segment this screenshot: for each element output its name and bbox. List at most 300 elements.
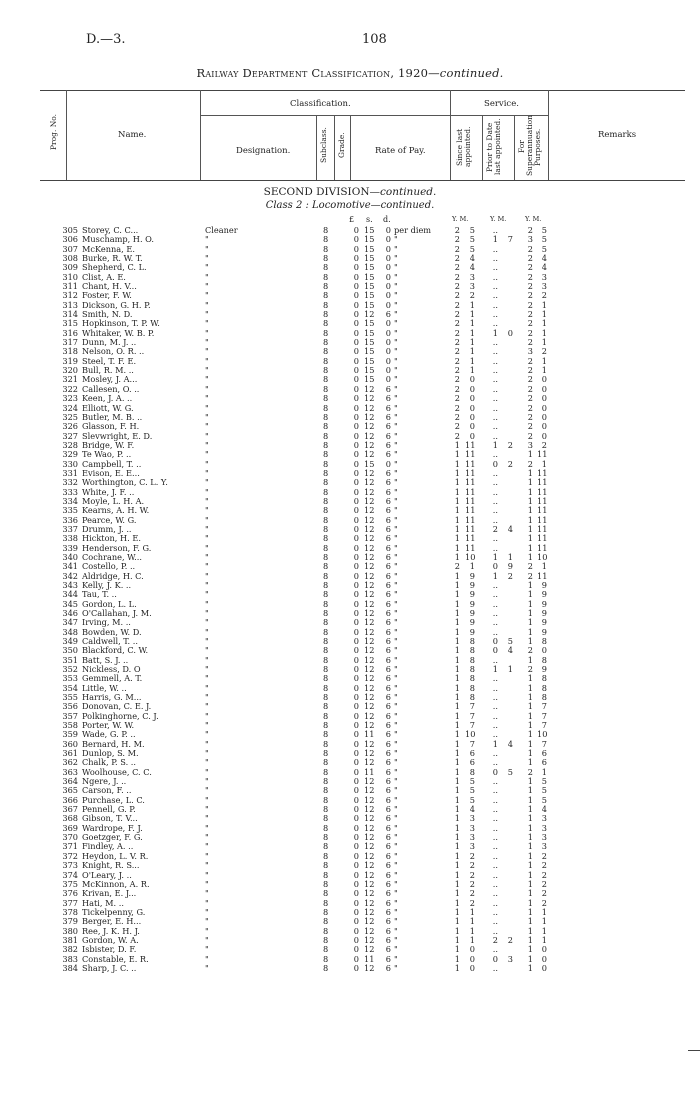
header-name: Name. [118,130,147,140]
row-super-months: 7 [541,738,547,749]
row-prog-no: 361 [62,748,78,758]
row-subclass: 8 [323,794,329,805]
row-super-months: 5 [541,234,547,245]
row-since-months: 8 [469,636,475,646]
row-designation: " [205,299,209,310]
row-subclass: 8 [323,944,329,955]
row-designation: " [205,673,209,684]
row-super-months: 1 [541,337,547,348]
row-since-years: 1 [454,794,460,805]
row-prior-years: .. [492,860,498,871]
row-designation: " [205,645,209,656]
row-designation: " [205,271,209,282]
header-classification: Classification. [290,99,351,109]
row-subclass: 8 [323,393,329,404]
row-prior-years: .. [492,878,498,889]
row-since-years: 1 [454,467,460,478]
row-subclass: 8 [323,934,329,945]
row-shillings: 12 [364,841,375,852]
row-rate-period: " [394,962,398,973]
row-super-years: 2 [527,645,533,656]
row-since-months: 4 [469,253,475,263]
row-shillings: 15 [364,290,375,301]
row-name: Bowden, W. D. [82,626,142,637]
row-prior-years: .. [492,925,498,936]
row-since-months: 2 [469,869,475,880]
row-super-months: 3 [541,813,547,824]
row-prior-years: .. [492,449,498,460]
row-name: Mosley, J. A... [82,374,138,385]
row-shillings: 12 [364,869,375,880]
row-since-years: 1 [454,673,460,684]
row-super-years: 1 [527,533,533,544]
row-prog-no: 342 [62,570,78,581]
header-rate: Rate of Pay. [375,146,426,156]
row-pounds: 0 [353,421,359,432]
row-name: Kearns, A. H. W. [82,505,150,516]
row-designation: " [205,869,209,880]
row-since-months: 4 [469,262,475,273]
row-super-months: 11 [537,505,548,516]
row-prog-no: 355 [62,692,78,702]
row-rate-period: " [394,682,398,693]
row-designation: " [205,944,209,955]
row-name: Berger, E. H... [82,916,142,927]
row-subclass: 8 [323,551,329,562]
row-prior-years: 1 [492,664,498,674]
row-super-years: 1 [527,710,533,721]
row-name: Krivan, E. J... [82,888,137,899]
row-pence: 6 [385,533,391,544]
row-pence: 6 [385,757,391,768]
row-super-months: 0 [541,944,547,955]
row-shillings: 12 [364,701,375,712]
row-since-months: 6 [469,748,475,758]
row-name: White, J. F. .. [82,486,135,497]
table-row [0,702,700,711]
row-since-months: 11 [465,467,476,478]
row-subclass: 8 [323,860,329,871]
row-prog-no: 368 [62,813,78,824]
row-since-years: 1 [454,692,460,702]
row-rate-period: " [394,467,398,478]
row-since-years: 1 [454,757,460,768]
row-shillings: 12 [364,402,375,413]
row-pence: 6 [385,934,391,945]
row-super-months: 1 [541,458,547,469]
row-name: Hati, M. .. [82,897,124,908]
row-rate-period: " [394,888,398,899]
row-prior-months: 2 [507,458,513,469]
row-super-years: 1 [527,794,533,805]
row-rate-period: " [394,878,398,889]
row-name: Irving, M. .. [82,617,131,628]
row-prog-no: 307 [62,243,78,254]
row-shillings: 12 [364,439,375,450]
row-since-years: 1 [454,607,460,618]
row-super-months: 1 [541,906,547,917]
row-rate-period: " [394,897,398,908]
row-prog-no: 323 [62,393,78,404]
row-pounds: 0 [353,561,359,572]
row-prior-years: .. [492,757,498,768]
row-pence: 6 [385,748,391,758]
years-months-label: Y. M. [452,215,469,223]
row-since-years: 2 [454,281,460,291]
row-pounds: 0 [353,477,359,488]
row-subclass: 8 [323,701,329,712]
row-super-months: 2 [541,869,547,880]
row-prior-years: .. [492,944,498,955]
row-super-months: 9 [541,607,547,618]
row-prior-years: .. [492,673,498,684]
row-super-months: 3 [541,281,547,291]
row-subclass: 8 [323,505,329,516]
row-shillings: 15 [364,318,375,329]
row-pence: 0 [385,355,391,366]
row-subclass: 8 [323,561,329,572]
row-since-years: 2 [454,402,460,413]
row-since-years: 2 [454,430,460,441]
row-prog-no: 345 [62,598,78,609]
row-shillings: 15 [364,262,375,273]
section-heading [0,186,700,198]
row-pounds: 0 [353,439,359,450]
row-designation: " [205,925,209,936]
row-pounds: 0 [353,243,359,254]
row-pence: 6 [385,449,391,460]
row-super-months: 6 [541,748,547,758]
row-super-months: 9 [541,579,547,590]
row-super-months: 2 [541,850,547,861]
row-since-years: 1 [454,533,460,544]
row-rate-period: " [394,355,398,366]
row-shillings: 12 [364,430,375,441]
row-designation: " [205,664,209,674]
row-since-years: 1 [454,897,460,908]
row-prog-no: 311 [62,281,78,291]
row-super-months: 7 [541,720,547,730]
row-pounds: 0 [353,953,359,964]
row-subclass: 8 [323,383,329,394]
row-pence: 6 [385,551,391,562]
row-since-months: 9 [469,598,475,609]
row-designation: " [205,654,209,665]
row-designation: " [205,430,209,441]
row-pence: 6 [385,598,391,609]
row-pounds: 0 [353,636,359,646]
row-name: Elliott, W. G. [82,402,134,413]
row-since-months: 0 [469,421,475,432]
row-rate-period: " [394,309,398,320]
row-since-months: 1 [469,309,475,320]
row-name: Henderson, F. G. [82,542,152,553]
row-subclass: 8 [323,916,329,927]
row-since-months: 9 [469,626,475,637]
row-super-months: 1 [541,916,547,927]
row-rate-period: " [394,720,398,730]
row-subclass: 8 [323,458,329,469]
row-rate-period: " [394,673,398,684]
row-pounds: 0 [353,822,359,833]
row-name: Steel, T. F. E. [82,355,137,366]
row-pounds: 0 [353,934,359,945]
row-since-years: 1 [454,729,460,740]
row-super-years: 3 [527,234,533,245]
row-name: Little, W. .. [82,682,127,693]
row-since-months: 2 [469,888,475,899]
row-rate-period: " [394,636,398,646]
row-prior-years: 2 [492,934,498,945]
row-prog-no: 381 [62,934,78,945]
row-pounds: 0 [353,785,359,796]
row-designation: " [205,692,209,702]
row-super-years: 1 [527,850,533,861]
row-pounds: 0 [353,645,359,656]
row-prior-years: 0 [492,645,498,656]
row-super-months: 0 [541,645,547,656]
row-prog-no: 362 [62,757,78,768]
row-designation: " [205,449,209,460]
row-rate-period: " [394,458,398,469]
row-since-years: 1 [454,449,460,460]
col-divider [482,115,483,180]
row-designation: " [205,495,209,506]
row-since-years: 1 [454,542,460,553]
row-pounds: 0 [353,514,359,525]
row-prog-no: 349 [62,636,78,646]
row-since-months: 3 [469,813,475,824]
row-pounds: 0 [353,393,359,404]
row-rate-period: " [394,934,398,945]
row-subclass: 8 [323,738,329,749]
row-since-months: 3 [469,822,475,833]
row-prior-years: .. [492,337,498,348]
row-subclass: 8 [323,365,329,376]
row-rate-period: " [394,860,398,871]
row-rate-period: " [394,495,398,506]
row-super-months: 2 [541,878,547,889]
row-pence: 6 [385,654,391,665]
row-since-months: 0 [469,383,475,394]
row-pounds: 0 [353,346,359,357]
row-since-years: 1 [454,579,460,590]
row-super-months: 0 [541,421,547,432]
row-rate-period: " [394,626,398,637]
row-pounds: 0 [353,290,359,301]
row-super-months: 1 [541,355,547,366]
row-prior-years: .. [492,962,498,973]
row-pounds: 0 [353,271,359,282]
class-heading: Class 2 : Locomotive—continued. [265,200,435,211]
row-rate-period: " [394,794,398,805]
header-remarks: Remarks [598,130,637,140]
row-super-months: 8 [541,682,547,693]
row-super-months: 5 [541,785,547,796]
row-subclass: 8 [323,402,329,413]
row-name: Gordon, W. A. [82,934,139,945]
col-divider [66,90,67,180]
row-name: Donovan, C. E. J. [82,701,152,712]
row-rate-period: " [394,393,398,404]
row-subclass: 8 [323,878,329,889]
row-prog-no: 313 [62,299,78,310]
row-shillings: 12 [364,477,375,488]
row-since-months: 0 [469,953,475,964]
row-super-months: 4 [541,262,547,273]
row-pounds: 0 [353,673,359,684]
row-pence: 6 [385,514,391,525]
row-name: Slevwright, E. D. [82,430,153,441]
col-divider [316,115,317,180]
row-super-months: 0 [541,393,547,404]
row-name: Bernard, H. M. [82,738,145,749]
page-title [0,66,700,80]
row-shillings: 12 [364,850,375,861]
row-designation: " [205,551,209,562]
row-name: Dunn, M. J. .. [82,337,137,348]
row-prog-no: 383 [62,953,78,964]
row-rate-period: " [394,850,398,861]
row-super-years: 2 [527,393,533,404]
row-name: Gordon, L. L. [82,598,137,609]
row-designation: " [205,318,209,329]
row-designation: " [205,841,209,852]
row-designation: " [205,860,209,871]
page-number: 108 [362,32,387,47]
row-super-years: 2 [527,383,533,394]
row-prog-no: 343 [62,579,78,590]
row-since-years: 2 [454,383,460,394]
table-row [0,478,700,487]
row-shillings: 12 [364,664,375,674]
row-designation: " [205,878,209,889]
row-super-years: 1 [527,701,533,712]
row-super-years: 2 [527,374,533,385]
row-super-months: 7 [541,710,547,721]
row-name: Chalk, P. S. .. [82,757,136,768]
row-since-months: 3 [469,281,475,291]
row-rate-period: " [394,654,398,665]
row-super-months: 11 [537,523,548,534]
row-shillings: 12 [364,804,375,815]
row-subclass: 8 [323,589,329,600]
row-since-years: 1 [454,710,460,721]
row-prior-years: 0 [492,561,498,572]
row-super-years: 2 [527,290,533,301]
row-pence: 6 [385,692,391,702]
row-shillings: 12 [364,514,375,525]
row-name: Muschamp, H. O. [82,234,154,245]
row-name: Foster, F. W. [82,290,132,301]
row-prior-months: 4 [507,645,513,656]
row-designation: " [205,458,209,469]
row-subclass: 8 [323,533,329,544]
row-pounds: 0 [353,523,359,534]
row-prog-no: 382 [62,944,78,955]
row-name: O'Leary, J. .. [82,869,132,880]
row-pounds: 0 [353,869,359,880]
row-designation: " [205,467,209,478]
row-pounds: 0 [353,598,359,609]
row-name: Aldridge, H. C. [82,570,144,581]
row-rate-period: " [394,271,398,282]
row-prior-years: .. [492,916,498,927]
row-prior-years: .. [492,533,498,544]
row-name: McKenna, E. [82,243,135,254]
row-designation: " [205,832,209,843]
row-pounds: 0 [353,281,359,291]
row-shillings: 15 [364,337,375,348]
row-pence: 6 [385,477,391,488]
row-prog-no: 336 [62,514,78,525]
row-designation: " [205,505,209,516]
row-super-months: 0 [541,402,547,413]
row-prior-years: 0 [492,636,498,646]
row-rate-period: " [394,841,398,852]
row-prior-years: .. [492,365,498,376]
row-name: Constable, E. R. [82,953,149,964]
row-since-years: 1 [454,776,460,787]
row-prior-years: .. [492,710,498,721]
row-designation: " [205,327,209,338]
row-pence: 6 [385,841,391,852]
row-shillings: 12 [364,654,375,665]
table-row [0,618,700,627]
row-since-months: 2 [469,897,475,908]
row-prior-years: .. [492,822,498,833]
row-rate-period: " [394,346,398,357]
row-prior-years: .. [492,421,498,432]
col-divider [334,115,335,180]
row-since-months: 0 [469,393,475,404]
row-since-months: 9 [469,607,475,618]
row-subclass: 8 [323,495,329,506]
row-pence: 6 [385,430,391,441]
row-pounds: 0 [353,430,359,441]
row-pounds: 0 [353,925,359,936]
row-since-months: 5 [469,234,475,245]
row-pounds: 0 [353,860,359,871]
row-designation: " [205,374,209,385]
row-super-months: 2 [541,897,547,908]
col-divider [514,115,515,180]
row-pounds: 0 [353,458,359,469]
row-since-months: 1 [469,337,475,348]
table-row [0,590,700,599]
row-subclass: 8 [323,253,329,263]
row-name: Woolhouse, C. C. [82,766,152,777]
row-subclass: 8 [323,234,329,245]
row-shillings: 15 [364,271,375,282]
table-row [0,394,700,403]
row-since-months: 3 [469,841,475,852]
row-since-months: 11 [465,449,476,460]
row-since-years: 1 [454,962,460,973]
row-prog-no: 364 [62,776,78,787]
row-prog-no: 363 [62,766,78,777]
row-name: Bull, R. M. .. [82,365,134,376]
row-shillings: 12 [364,888,375,899]
row-prog-no: 315 [62,318,78,329]
row-since-months: 1 [469,906,475,917]
row-prog-no: 380 [62,925,78,936]
row-since-years: 1 [454,944,460,955]
row-super-years: 1 [527,860,533,871]
row-prior-years: .. [492,402,498,413]
row-prog-no: 338 [62,533,78,544]
row-subclass: 8 [323,720,329,730]
